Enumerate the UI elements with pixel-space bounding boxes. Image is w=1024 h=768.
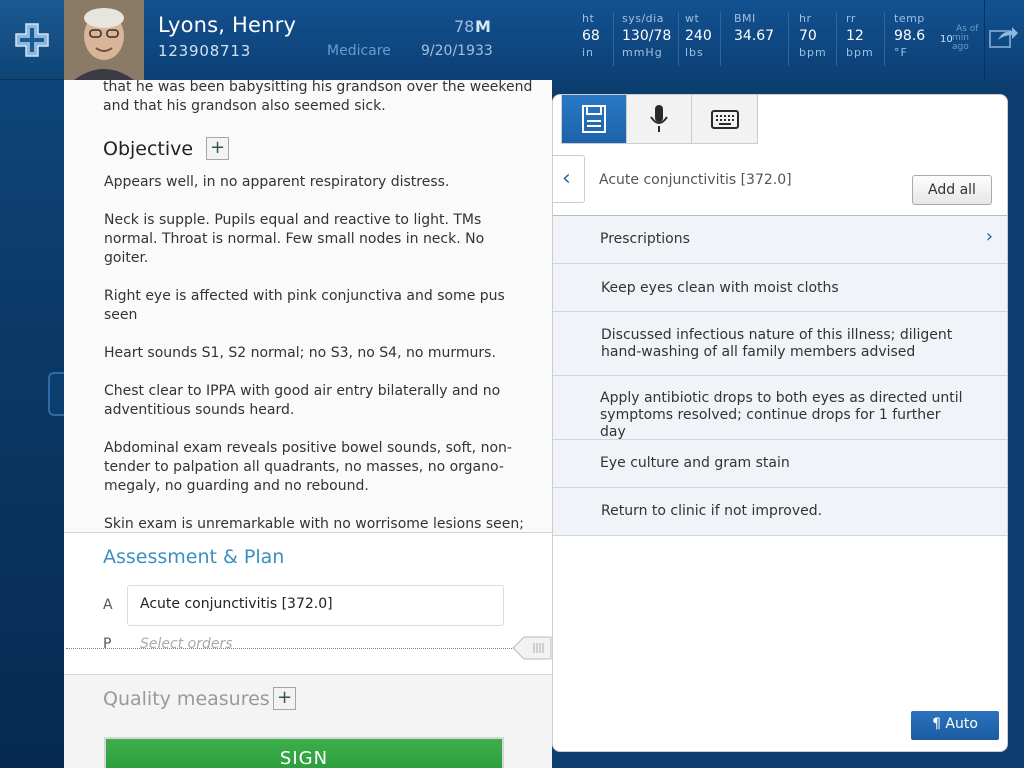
vital-height: ht 68 in [582, 12, 600, 59]
list-item-label: Discussed infectious nature of this illness; diligent hand-washing of all family members advised [601, 327, 953, 360]
vital-blood-pressure: sys/dia 130/78 mmHg [622, 12, 672, 59]
orders-panel [552, 94, 1008, 752]
list-item-label: Apply antibiotic drops to both eyes as directed until symptoms resolved; continue drops for 1 further day [600, 390, 963, 440]
objective-text[interactable] [104, 173, 529, 572]
quality-measures-add-button[interactable]: + [273, 687, 296, 710]
tab-dictation[interactable] [627, 95, 692, 143]
auto-button[interactable] [911, 711, 999, 740]
panel-splitter-handle[interactable] [512, 636, 552, 660]
objective-paragraph: Neck is supple. Pupils equal and reactive to light. TMs normal. Throat is normal. Few small nodes in neck. No goiter. [104, 212, 485, 266]
quality-measures-section [64, 674, 552, 768]
vital-bmi: BMI 34.67 [734, 12, 775, 44]
patient-id: 123908713 [158, 42, 252, 60]
objective-paragraph: Heart sounds S1, S2 normal; no S3, no S4, no murmurs. [104, 345, 496, 361]
patient-age: 78 [454, 17, 475, 36]
subjective-text: that he was been babysitting his grandson over the weekend and that his grandson also seemed sick. [103, 80, 533, 114]
list-item-label: Prescriptions [600, 231, 690, 247]
keyboard-icon [711, 108, 739, 130]
list-item-prescriptions[interactable] [553, 216, 1008, 264]
patient-insurance: Medicare [327, 43, 391, 59]
app-rail [0, 0, 64, 768]
orders-list [553, 215, 1008, 536]
chevron-right-icon: › [985, 226, 993, 247]
objective-paragraph: Appears well, in no apparent respiratory distress. [104, 174, 450, 190]
objective-heading: Objective [103, 138, 194, 160]
add-all-button[interactable]: Add all [912, 175, 992, 205]
note-panel [64, 80, 552, 768]
input-mode-tabs [561, 95, 758, 144]
plan-divider [66, 648, 512, 649]
list-item-label: Keep eyes clean with moist cloths [601, 280, 839, 296]
back-button[interactable] [553, 155, 585, 203]
vital-resp-rate: rr 12 bpm [846, 12, 874, 59]
sign-button[interactable]: SIGN [104, 737, 504, 768]
list-item[interactable] [553, 264, 1008, 312]
objective-paragraph: Chest clear to IPPA with good air entry bilaterally and no adventitious sounds heard. [104, 383, 501, 418]
assessment-plan-section [64, 532, 552, 674]
vitals-as-of-number: 10 [940, 34, 953, 45]
patient-header: Lyons, Henry 123908713 78 M Medicare 9/20/1933 ht 68 in sys/dia 130/78 mmHg wt 240 lbs BMI 34.67 hr 70 bpm rr 12 bpm temp 98.6 °F As of min ago 10 [64, 0, 1024, 80]
list-item[interactable] [553, 440, 1008, 488]
vital-weight: wt 240 lbs [685, 12, 712, 59]
diagnosis-title: Acute conjunctivitis [372.0] [599, 172, 792, 188]
list-item-label: Eye culture and gram stain [600, 455, 790, 471]
list-item-label: Return to clinic if not improved. [601, 503, 823, 519]
patient-name: Lyons, Henry [158, 13, 297, 37]
chevron-left-icon: ‹ [562, 166, 571, 191]
tab-keyboard[interactable] [692, 95, 757, 143]
objective-add-button[interactable]: + [206, 137, 229, 160]
list-item[interactable] [553, 312, 1008, 376]
auto-button-label: Auto [945, 716, 978, 732]
share-icon [988, 24, 1018, 50]
patient-dob: 9/20/1933 [421, 43, 493, 59]
assessment-label: A [103, 597, 113, 613]
tab-template[interactable] [562, 95, 627, 143]
template-icon [581, 104, 607, 134]
list-item[interactable] [553, 488, 1008, 536]
vital-temperature: temp 98.6 °F [894, 12, 926, 59]
assessment-field[interactable]: Acute conjunctivitis [372.0] [127, 585, 504, 626]
objective-paragraph: Right eye is affected with pink conjunctiva and some pus seen [104, 288, 505, 323]
microphone-icon [649, 104, 669, 134]
patient-sex: M [475, 17, 491, 36]
plan-orders-field[interactable]: Select orders [140, 636, 233, 652]
plan-label: P [103, 636, 112, 652]
medical-cross-icon [12, 20, 52, 60]
pilcrow-icon: ¶ [932, 716, 946, 732]
list-item[interactable] [553, 376, 1008, 440]
patient-photo [64, 0, 144, 80]
assessment-plan-heading: Assessment & Plan [103, 546, 285, 568]
app-logo[interactable] [0, 0, 64, 80]
vital-heart-rate: hr 70 bpm [799, 12, 827, 59]
objective-paragraph: Skin exam is unremarkable with no worrisome lesions seen; [104, 516, 524, 532]
rail-drawer-handle[interactable] [48, 372, 64, 416]
quality-measures-heading: Quality measures [103, 688, 270, 710]
objective-paragraph: Abdominal exam reveals positive bowel sounds, soft, non-tender to palpation all quadrants, no masses, no organo-megaly, no guarding and no rebound. [104, 440, 512, 494]
share-button[interactable] [988, 24, 1022, 54]
